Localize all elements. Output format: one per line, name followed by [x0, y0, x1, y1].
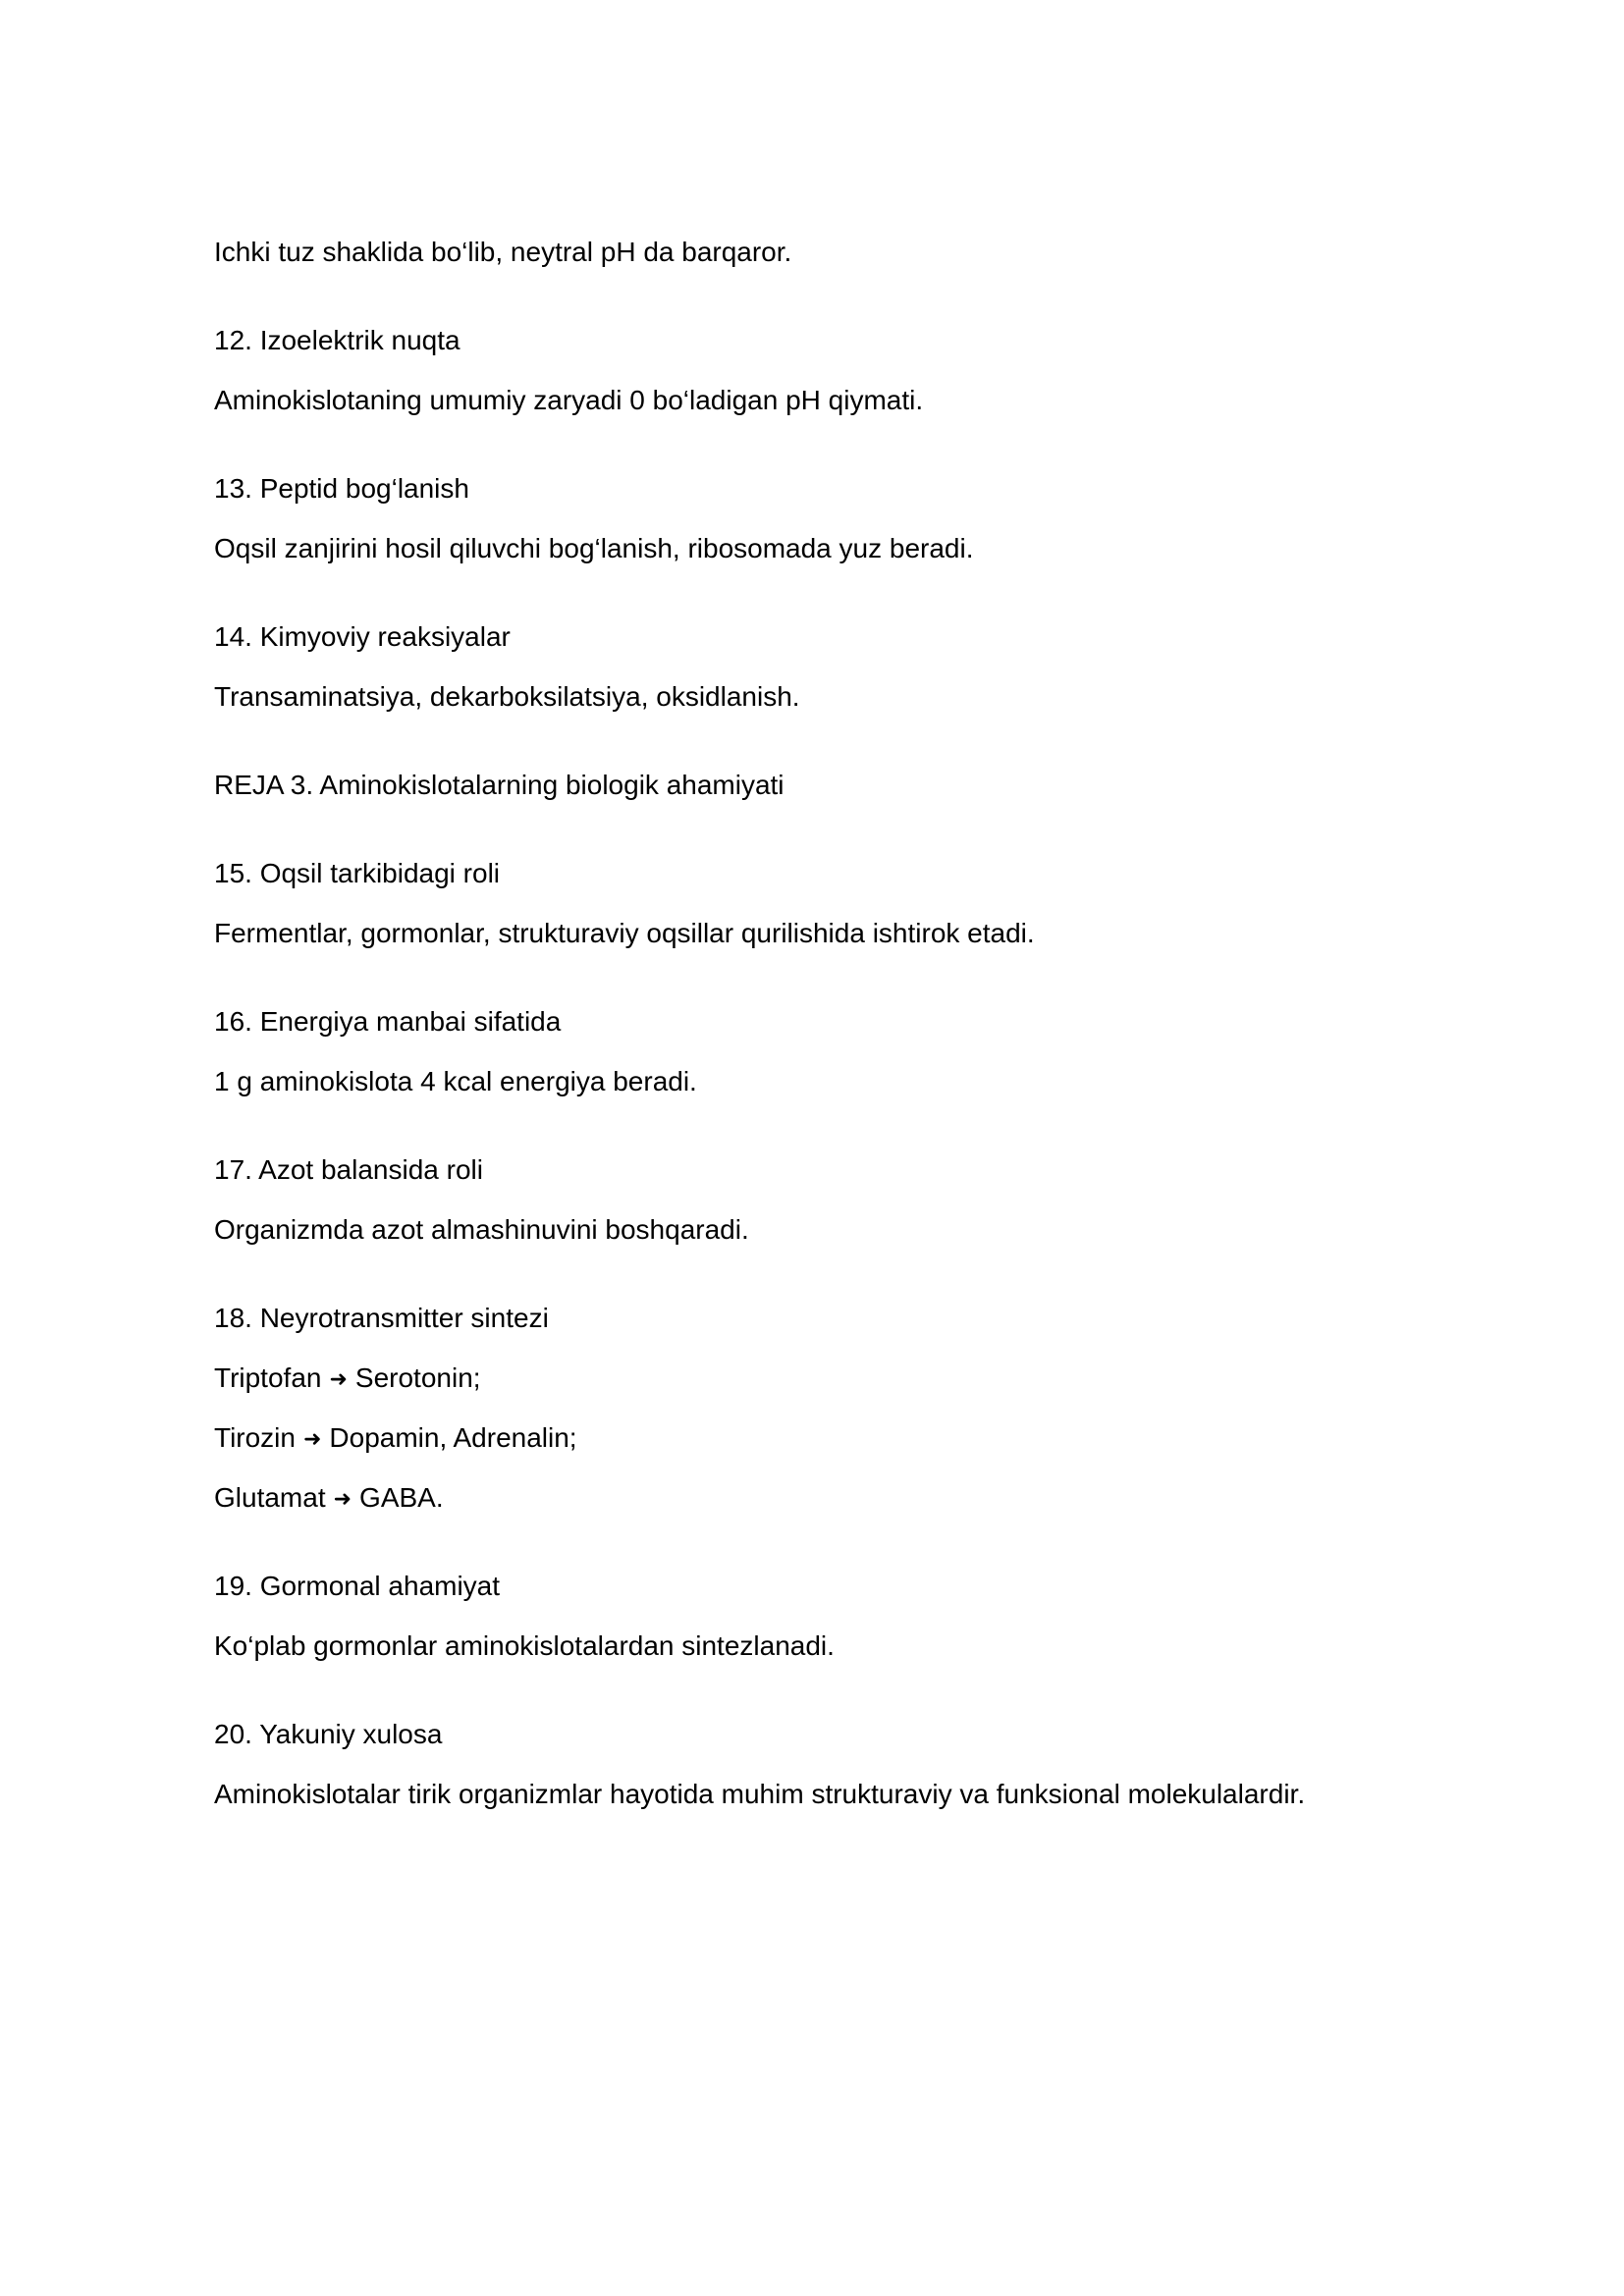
paragraph-text: Ichki tuz shaklida bo‘lib, neytral pH da barqaror. — [214, 237, 792, 267]
arrow-right-icon: ➜ — [329, 1366, 348, 1391]
product-name: Serotonin; — [354, 1362, 481, 1393]
section-heading: 20. Yakuniy xulosa — [214, 1719, 443, 1749]
paragraph-text: Aminokislotaning umumiy zaryadi 0 bo‘ladigan pH qiymati. — [214, 385, 924, 415]
section-heading: 19. Gormonal ahamiyat — [214, 1571, 501, 1601]
section-heading: 12. Izoelektrik nuqta — [214, 325, 460, 355]
section-heading: 18. Neyrotransmitter sintezi — [214, 1303, 549, 1333]
section-heading: 14. Kimyoviy reaksiyalar — [214, 621, 511, 652]
precursor-name: Glutamat — [214, 1482, 326, 1513]
paragraph-text: Oqsil zanjirini hosil qiluvchi bog‘lanish, ribosomada yuz beradi. — [214, 533, 974, 563]
paragraph-text: Organizmda azot almashinuvini boshqaradi. — [214, 1214, 749, 1245]
paragraph-text: 1 g aminokislota 4 kcal energiya beradi. — [214, 1066, 697, 1096]
conversion-line — [214, 1421, 1432, 1455]
document-body — [214, 236, 1432, 1811]
product-name: Dopamin, Adrenalin; — [329, 1422, 577, 1453]
arrow-right-icon: ➜ — [302, 1426, 322, 1451]
conversion-line — [214, 1481, 1432, 1515]
plan-heading: REJA 3. Aminokislotalarning biologik ahamiyati — [214, 770, 785, 800]
paragraph-text: Fermentlar, gormonlar, strukturaviy oqsillar qurilishida ishtirok etadi. — [214, 918, 1035, 948]
section-heading: 16. Energiya manbai sifatida — [214, 1006, 562, 1037]
section-heading: 15. Oqsil tarkibidagi roli — [214, 858, 501, 888]
section-heading: 17. Azot balansida roli — [214, 1154, 483, 1185]
section-heading: 13. Peptid bog‘lanish — [214, 473, 469, 504]
arrow-right-icon: ➜ — [333, 1486, 352, 1511]
paragraph-text: Transaminatsiya, dekarboksilatsiya, oksidlanish. — [214, 681, 800, 712]
precursor-name: Tirozin — [214, 1422, 296, 1453]
conversion-line — [214, 1362, 1432, 1395]
product-name: GABA. — [359, 1482, 444, 1513]
precursor-name: Triptofan — [214, 1362, 322, 1393]
paragraph-text: Aminokislotalar tirik organizmlar hayotida muhim strukturaviy va funksional molekulalardir. — [214, 1779, 1306, 1809]
paragraph-text: Ko‘plab gormonlar aminokislotalardan sintezlanadi. — [214, 1630, 835, 1661]
